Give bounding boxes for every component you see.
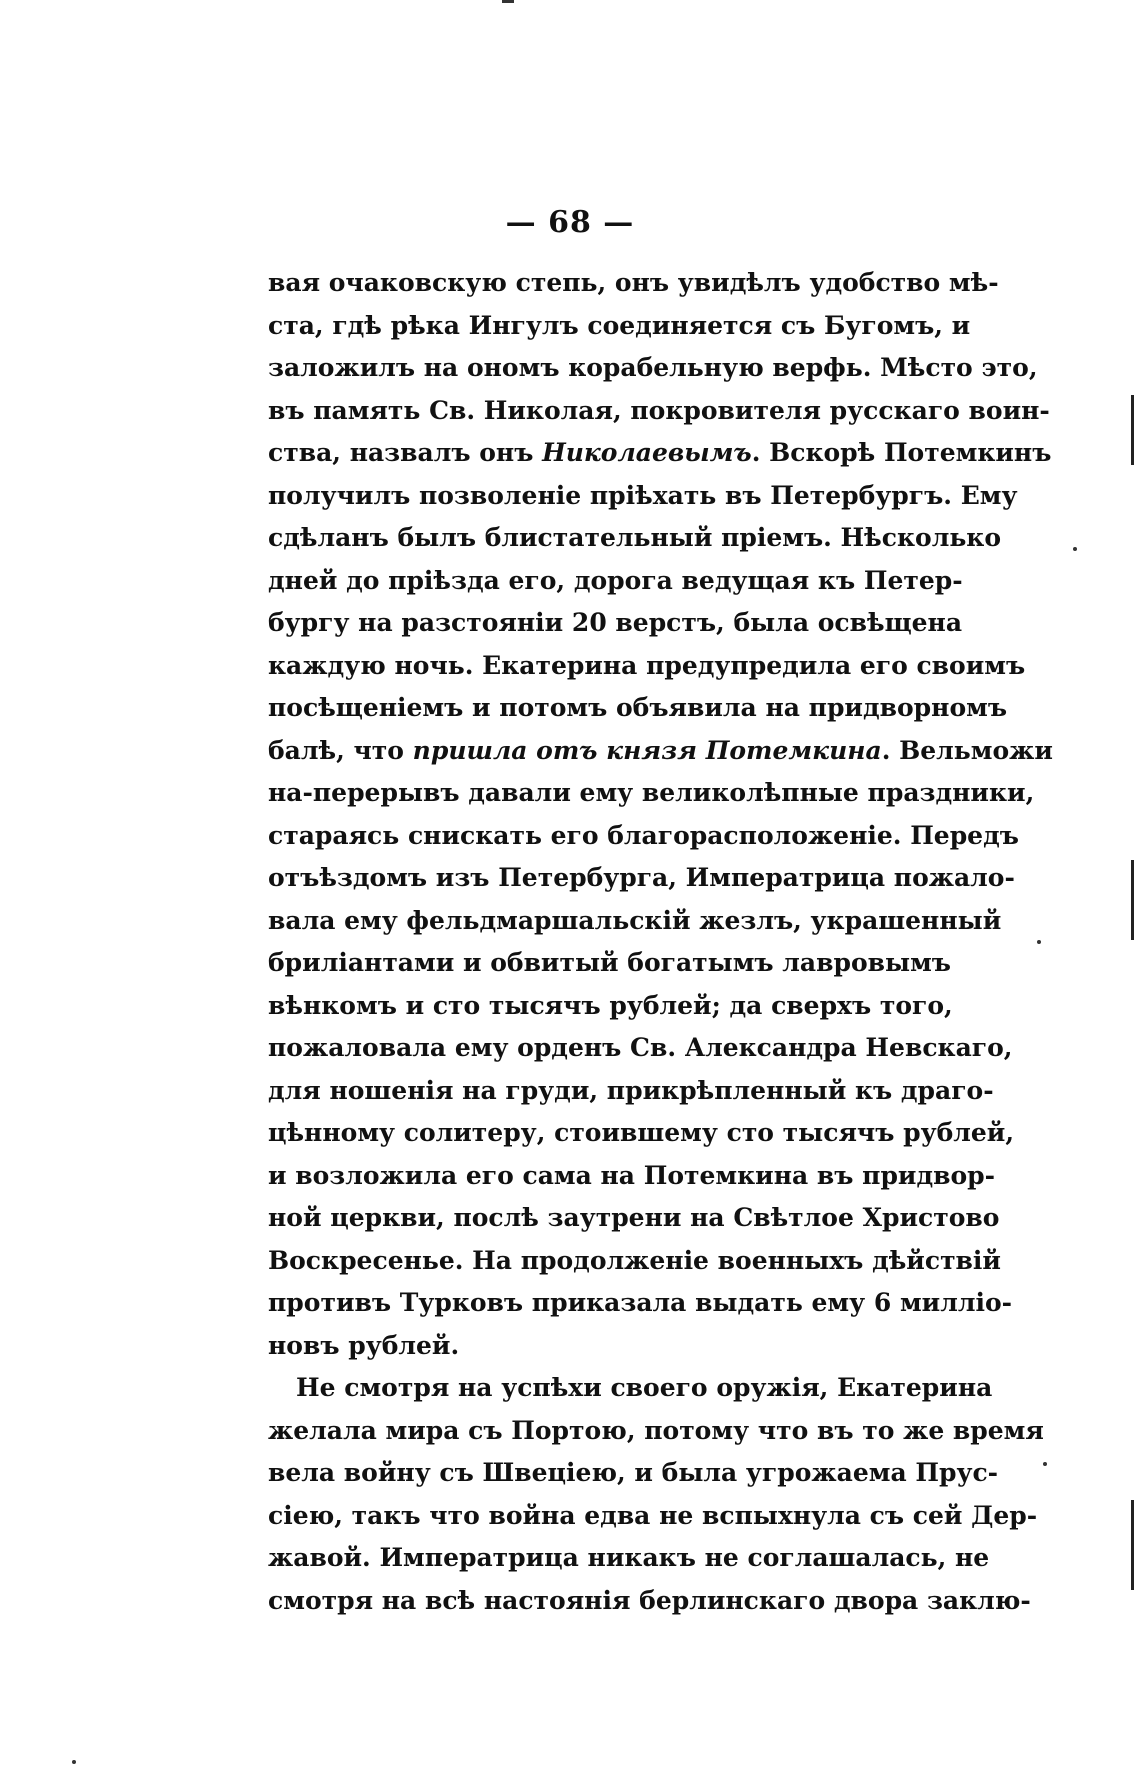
- text-line: [268, 1580, 1031, 1623]
- text-line: [268, 1155, 996, 1198]
- text-segment: каждую ночь. Екатерина предупредила его своимъ: [268, 650, 1026, 680]
- text-line: [268, 1537, 990, 1580]
- text-segment: въ память Св. Николая, покровителя русскаго воин-: [268, 395, 1050, 425]
- text-line: [268, 602, 963, 645]
- text-line: [268, 985, 953, 1028]
- text-segment: ста, гдѣ рѣка Ингулъ соединяется съ Бугомъ, и: [268, 310, 971, 340]
- text-segment: балѣ, что: [268, 735, 413, 765]
- text-line: [268, 432, 1052, 475]
- text-segment: получилъ позволеніе пріѣхать въ Петербургъ. Ему: [268, 480, 1018, 510]
- text-line: [268, 1495, 1038, 1538]
- text-segment: . Вскорѣ Потемкинъ: [751, 438, 1052, 467]
- text-line: [268, 1282, 1013, 1325]
- body-text: [268, 262, 1053, 1622]
- text-line: [268, 900, 1002, 943]
- text-segment: заложилъ на ономъ корабельную верфь. Мѣсто это,: [268, 353, 1038, 382]
- text-segment: сіею, такъ что война едва не вспыхнула съ сей Дер-: [268, 1500, 1038, 1530]
- text-line: [268, 560, 963, 603]
- text-segment: желала мира съ Портою, потому что въ то же время: [268, 1415, 1044, 1445]
- text-segment: ной церкви, послѣ заутрени на Свѣтлое Христово: [268, 1203, 1000, 1232]
- text-segment: Воскресенье. На продолженіе военныхъ дѣйствій: [268, 1245, 1001, 1275]
- text-segment: посѣщеніемъ и потомъ объявила на придворномъ: [268, 693, 1008, 722]
- italic-phrase: пришла отъ князя Потемкина: [412, 735, 882, 765]
- margin-scan-line: [1131, 860, 1134, 940]
- text-segment: противъ Турковъ приказала выдать ему 6 милліо-: [268, 1288, 1013, 1317]
- text-line: [268, 305, 971, 348]
- text-segment: стараясь снискать его благорасположеніе. Передъ: [268, 820, 1019, 850]
- text-segment: новъ рублей.: [268, 1330, 460, 1360]
- text-segment: вала ему фельдмаршальскій жезлъ, украшенный: [268, 905, 1002, 935]
- text-segment: . Вельможи: [881, 735, 1053, 765]
- text-line: [268, 1070, 994, 1113]
- italic-phrase: Николаевымъ: [542, 438, 752, 467]
- text-line: [268, 1197, 1000, 1240]
- scan-speck: [1073, 547, 1077, 551]
- scan-speck: [1037, 940, 1041, 944]
- text-segment: бриліантами и обвитый богатымъ лавровымъ: [268, 948, 951, 977]
- text-segment: вела войну съ Швеціею, и была угрожаема Прус-: [268, 1458, 999, 1487]
- text-line: [268, 1452, 999, 1495]
- text-segment: на-перерывъ давали ему великолѣпные праздники,: [268, 778, 1035, 807]
- text-line: [268, 687, 1008, 730]
- text-segment: Не смотря на успѣхи своего оружія, Екатерина: [296, 1373, 993, 1402]
- text-line: [268, 815, 1019, 858]
- scan-speck: [72, 1760, 76, 1764]
- text-segment: сдѣланъ былъ блистательный пріемъ. Нѣсколько: [268, 523, 1002, 552]
- text-segment: пожаловала ему орденъ Св. Александра Невскаго,: [268, 1033, 1013, 1062]
- text-line: [268, 730, 1053, 773]
- text-segment: для ношенія на груди, прикрѣпленный къ драго-: [268, 1075, 994, 1105]
- text-segment: жавой. Императрица никакъ не соглашалась, не: [268, 1543, 990, 1572]
- margin-scan-line: [1131, 395, 1134, 465]
- scan-speck: [1043, 1462, 1047, 1466]
- text-line: [268, 1027, 1013, 1070]
- text-line: [268, 262, 999, 305]
- text-line: [268, 475, 1018, 518]
- text-segment: цѣнному солитеру, стоившему сто тысячъ рублей,: [268, 1118, 1015, 1147]
- text-line: [268, 1367, 993, 1410]
- text-line: [268, 347, 1038, 390]
- scan-mark: [502, 0, 514, 3]
- text-line: [268, 517, 1002, 560]
- margin-scan-line: [1131, 1500, 1134, 1590]
- text-segment: дней до пріѣзда его, дорога ведущая къ Петер-: [268, 565, 963, 595]
- text-line: [268, 772, 1035, 815]
- text-segment: ства, назвалъ онъ: [268, 438, 543, 467]
- text-line: [268, 1240, 1001, 1283]
- page-number: — 68 —: [505, 205, 635, 240]
- text-segment: вѣнкомъ и сто тысячъ рублей; да сверхъ того,: [268, 990, 953, 1020]
- text-segment: и возложила его сама на Потемкина въ придвор-: [268, 1160, 996, 1190]
- text-segment: отъѣздомъ изъ Петербурга, Императрица пожало-: [268, 863, 1015, 892]
- text-segment: бургу на разстояніи 20 верстъ, была освѣщена: [268, 608, 963, 637]
- text-line: [268, 1112, 1015, 1155]
- text-line: [268, 390, 1050, 433]
- text-line: [268, 857, 1015, 900]
- text-line: [268, 645, 1026, 688]
- text-line: [268, 1410, 1044, 1453]
- text-segment: вая очаковскую степь, онъ увидѣлъ удобство мѣ-: [268, 268, 999, 297]
- text-segment: смотря на всѣ настоянія берлинскаго двора заклю-: [268, 1585, 1031, 1615]
- text-line: [268, 1325, 948, 1368]
- text-line: [268, 942, 951, 985]
